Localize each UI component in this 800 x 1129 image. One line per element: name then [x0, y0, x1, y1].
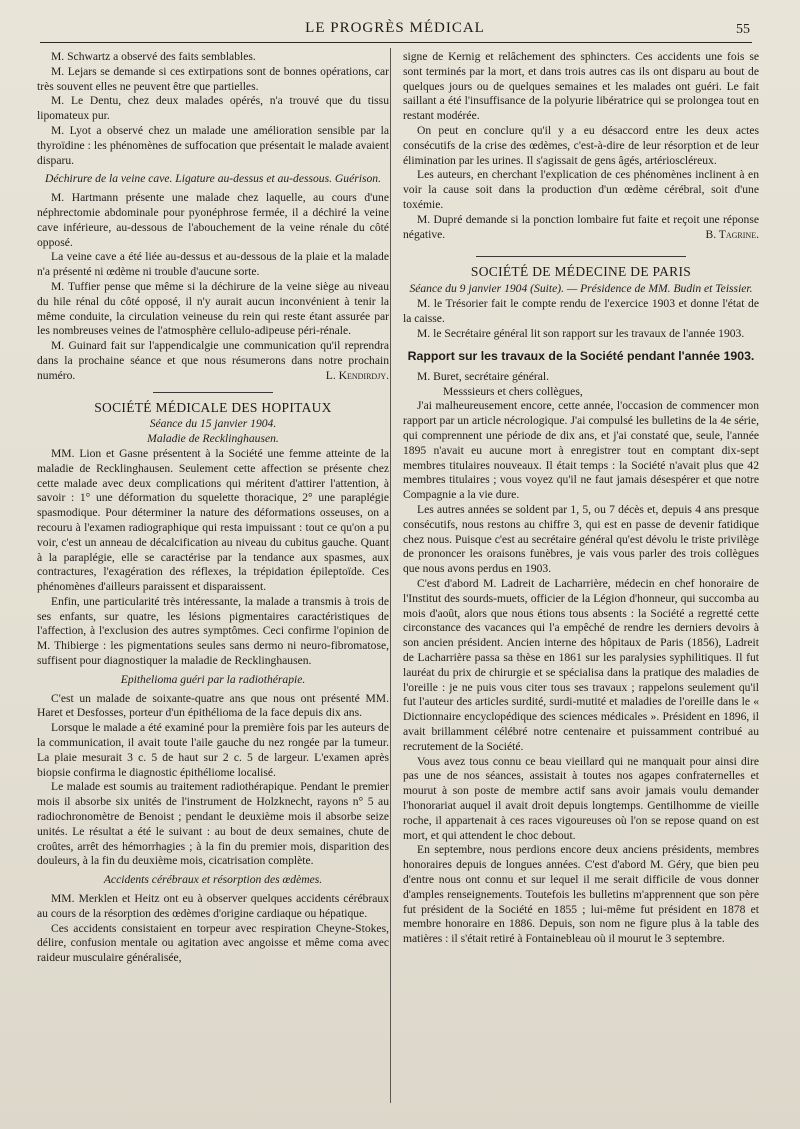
column-divider — [390, 48, 391, 1103]
subheading: Epithelioma guéri par la radiothérapie. — [120, 672, 306, 686]
paragraph: MM. Merklen et Heitz ont eu à observer quelques accidents cérébraux au cours de la résorption des œdèmes d'origine cardiaque ou hépatique. — [37, 892, 389, 920]
session-date: Séance du 15 janvier 1904. — [149, 417, 277, 431]
right-column — [403, 50, 759, 947]
page-number: 55 — [736, 22, 750, 37]
paragraph: MM. Lion et Gasne présentent à la Société une femme atteinte de la maladie de Recklinghausen. Seulement cette affection se présente chez cette malade avec deux complications qui méritent d'attirer l'attention, à savoir : 1° une déformation du squelette thoracique, 2° une paraplégie spasmodique. Pour déterminer la nature des déformations osseuses, on a recouru à l'examen radiographique qui resta impuissant : tout ce qu'on a pu voir, c'est un anneau de décalcification au niveau du cubitus gauche. Quant à la paraplégie, elle se caractérise par la tendance aux spasmes, aux contractures, l'exagération des réflexes, la trépidation épileptoïde. Ces phénomènes d'ailleurs paraissent et disparaissent. — [37, 446, 389, 594]
paragraph-text: M. Dupré demande si la ponction lombaire fut faite et reçoit une réponse négative. — [403, 212, 759, 241]
paragraph — [37, 339, 389, 383]
paragraph: M. Lejars se demande si ces extirpations sont de bonnes opérations, car très souvent elles ne peuvent être que partielles. — [37, 64, 389, 93]
paragraph: M. Hartmann présente une malade chez laquelle, au cours d'une néphrectomie abdominale pour pyonéphrose fermée, il a déchiré la veine cave inférieure, au-dessous de l'abouchement de la veine rénale du côté opposé. — [37, 191, 389, 249]
author-signature: B. Tagrine. — [705, 227, 759, 241]
paragraph: C'est d'abord M. Ladreit de Lacharrière, médecin en chef honoraire de l'Institut des sourds-muets, officier de la Légion d'honneur, qui succomba au mois d'août, alors que nous étions tous absents : la Société a regretté cette circonstance des vacances qui l'a empêché de rendre les derniers devoirs à son ancien président. Ancien interne des hôpitaux de Paris (1856), Ladreit de Lacharrière passa sa thèse en 1861 sur les paralysies syphilitiques. Il fut lauréat du prix de chirurgie et se spécialisa dans la pratique des maladies de l'oreille : je ne puis vous citer tous ses travaux ; rappelons seulement qu'il fut l'auteur des articles surdité, surdi-mutité et maladies de l'oreille dans le « Dictionnaire encyclopédique des sciences médicales ». Président en 1896, il avait brillamment célébré notre centenaire et puissamment contribué au recrutement de la Société. — [403, 577, 759, 753]
paragraph — [403, 213, 759, 243]
paragraph: La veine cave a été liée au-dessus et au-dessous de la plaie et la malade n'a présenté ni œdème ni trouble d'aucune sorte. — [37, 250, 389, 279]
topic-heading: Maladie de Recklinghausen. — [147, 432, 279, 446]
page-header — [40, 18, 750, 42]
subheading: Accidents cérébraux et résorption des œdèmes. — [103, 873, 323, 887]
paragraph: Ces accidents consistaient en torpeur avec respiration Cheyne-Stokes, délire, confusion mentale ou agitation avec angoisse et même coma avec raideur musculaire généralisée, — [37, 921, 389, 965]
paragraph: M. Schwartz a observé des faits semblables. — [51, 50, 256, 63]
subheading: Déchirure de la veine cave. Ligature au-dessus et au-dessous. Guérison. — [45, 172, 381, 186]
paragraph: M. le Trésorier fait le compte rendu de l'exercice 1903 et donne l'état de la caisse. — [403, 296, 759, 325]
paragraph: M. Tuffier pense que même si la déchirure de la veine siège au niveau du hile rénal du côté opposé, il n'y aurait aucun inconvénient à tenir la même conduite, la circulation veineuse du rein qui reste étant assurée par les nombreuses veines de l'atmosphère cellulo-adipeuse péri-rénale. — [37, 279, 389, 338]
paragraph: On peut en conclure qu'il y a eu désaccord entre les deux actes consécutifs de la crise des œdèmes, c'est-à-dire de leur résorption et de leur élimination par les urines. Il s'agissait de gens âgés, artérioscléreux. — [403, 123, 759, 167]
paragraph: Le malade est soumis au traitement radiothérapique. Pendant le premier mois il absorbe six unités de l'instrument de Holzknecht, rayons n° 5 au radiochronomètre de Benoist ; pendant le deuxième mois il absorbe seize unités. Le résultat a été le suivant : au bout de deux semaines, chute de croûtes, arrêt des hémorrhagies ; à la fin du premier mois, disparition des douleurs, à la fin du deuxième mois, cicatrisation complète. — [37, 780, 389, 868]
paragraph: Enfin, une particularité très intéressante, la malade a transmis à trois de ses enfants, sur quatre, les lésions pigmentaires caractéristiques de l'affection, à l'exclusion des autres symptômes. Ceci confirme l'opinion de M. Thibierge : les pigmentations seules sans dermo ni neuro-fibromatose, suffisent pour diagnostiquer la maladie de Recklinghausen. — [37, 594, 389, 668]
paragraph: C'est un malade de soixante-quatre ans que nous ont présenté MM. Haret et Desfosses, porteur d'un épithélioma de la face depuis dix ans. — [37, 691, 389, 720]
header-rule — [40, 42, 752, 43]
paragraph: Lorsque le malade a été examiné pour la première fois par les auteurs de la communication, il avait toute l'aile gauche du nez rongée par la tumeur. La plaie mesurait 3 c. 5 de haut sur 2 c. 5 de largeur. L'examen après biopsie confirma le diagnostic épithéliome localisé. — [37, 721, 389, 779]
paragraph: J'ai malheureusement encore, cette année, l'occasion de commencer mon rapport par un article nécrologique. J'ai compulsé les bulletins de la 4e série, qui comprennent une période de dix ans, et j'ai constaté que, seule, l'année 1895 n'avait eu aucune mort à enregistrer tout en comptant dix-sept membres titulaires nouveaux. Il était temps : la Société n'avait plus que 42 membres titulaires ; vous voyez qu'il ne faut jamais désespérer et que notre Compagnie a la vie dure. — [403, 399, 759, 502]
paragraph: M. Le Dentu, chez deux malades opérés, n'a trouvé que du tissu lipomateux pur. — [37, 94, 389, 123]
paragraph: En septembre, nous perdions encore deux anciens présidents, membres honoraires depuis de longues années. C'est d'abord M. Géry, que bien peu d'entre nous ont connu et sur lequel il me serait difficile de vous donner d'amples renseignements. Toutefois les bulletins m'apprennent que son père fut président de la Société en 1855 ; lui-même fut président en 1878 et membre honoraire en 1886. Depuis, son nom ne figure plus à la table des matières : il s'était retiré à Fontainebleau où il mourut le 3 septembre. — [403, 843, 759, 946]
journal-title: LE PROGRÈS MÉDICAL — [305, 20, 485, 36]
section-divider — [153, 392, 273, 393]
report-title: Rapport sur les travaux de la Société pendant l'année 1903. — [407, 349, 755, 364]
paragraph: Vous avez tous connu ce beau vieillard qui ne manquait pour ainsi dire pas une de nos séances, assistait à toutes nos agapes confraternelles et mourut à son poste de membre actif sans avoir jamais voulu demander l'honorariat auquel il avait droit depuis longtemps. Gentilhomme de vieille roche, il appartenait à ces races vigoureuses où l'on se repose quand on est mort, et qui attendent le choc debout. — [403, 754, 759, 842]
author-signature: L. Kendirdjy. — [325, 368, 389, 382]
session-date: Séance du 9 janvier 1904 (Suite). — Présidence de MM. Budin et Teissier. — [409, 282, 753, 296]
left-column — [37, 50, 389, 966]
society-heading: SOCIÉTÉ MÉDICALE DES HOPITAUX — [94, 399, 332, 415]
paragraph-text: M. Guinard fait sur l'appendicalgie une communication qu'il reprendra dans la prochaine séance et que nous résumerons dans notre prochain numéro. — [37, 339, 389, 382]
paragraph: M. Buret, secrétaire général. — [417, 369, 549, 383]
society-heading: SOCIÉTÉ DE MÉDECINE DE PARIS — [470, 264, 692, 280]
paragraph: signe de Kernig et relâchement des sphincters. Ces accidents une fois se sont terminés par la mort, et dans trois autres cas ils ont disparu au bout de quelques jours ou de quelques semaines et les malades ont guéri. Le fait saillant a été l'insuffisance de la polyurie libératrice qui se prolongea tout en restant modérée. — [403, 50, 759, 123]
section-divider — [476, 256, 686, 257]
salutation: Messsieurs et chers collègues, — [443, 384, 583, 398]
paragraph: Les autres années se soldent par 1, 5, ou 7 décès et, depuis 4 ans presque consécutifs, nous restons au chiffre 3, qui est en passe de devenir fatidique chez nous. Puisque c'est au secrétaire général qu'est dévolu le triste privilège de prononcer les oraisons funèbres, je vais vous parler des trois collègues que nous avons perdus en 1903. — [403, 503, 759, 576]
paragraph: M. Lyot a observé chez un malade une amélioration sensible par la thyroïdine : les phénomènes de suffocation que présentait le malade avaient disparu. — [37, 123, 389, 167]
paragraph: M. le Secrétaire général lit son rapport sur les travaux de l'année 1903. — [417, 326, 745, 340]
paragraph: Les auteurs, en cherchant l'explication de ces phénomènes inclinent à en voir la cause soit dans la production d'un œdème cérébral, soit d'une toxémie. — [403, 168, 759, 211]
